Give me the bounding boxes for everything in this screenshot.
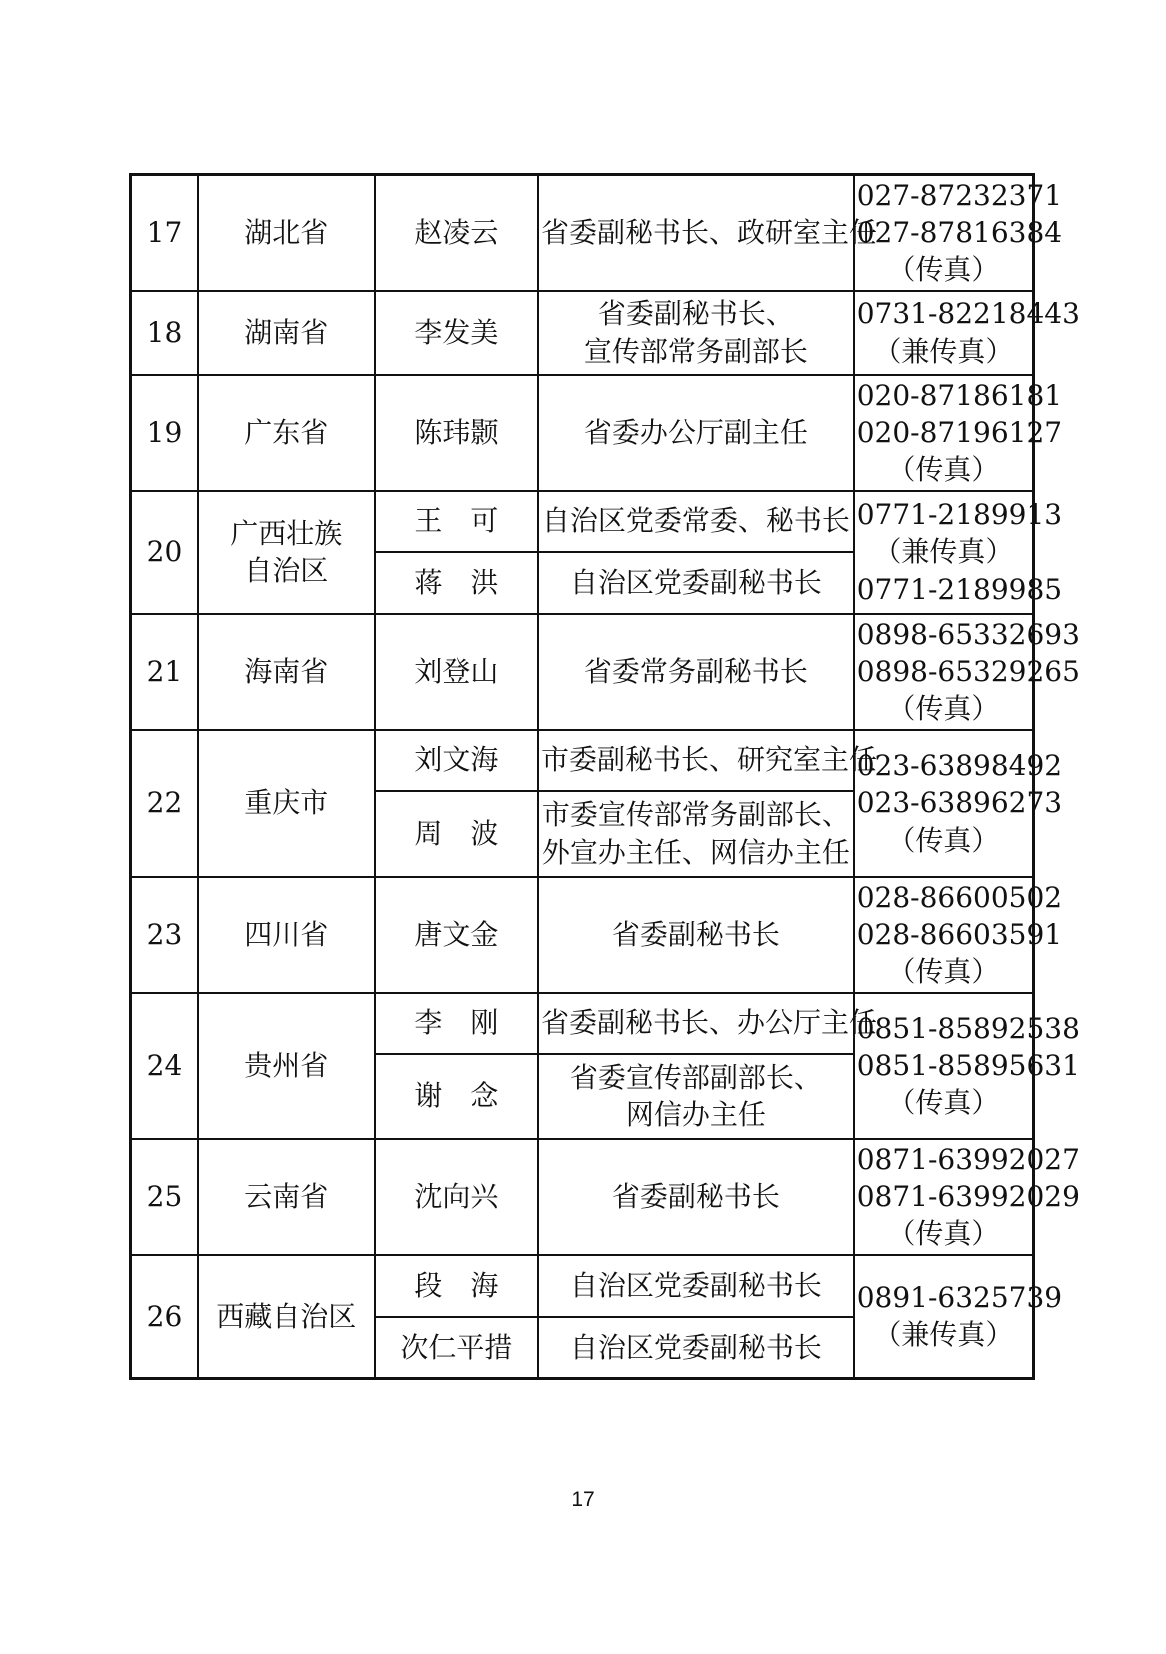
- row-number-cell: 17: [131, 175, 198, 291]
- official-name-cell: 刘登山: [375, 614, 538, 730]
- position-line: 省委副秘书长、办公厅主任: [541, 1006, 878, 1040]
- phone-line: （传真）: [887, 1086, 1000, 1120]
- position-cell: [538, 1317, 854, 1379]
- row-number-cell: 20: [131, 491, 198, 614]
- phone-cell: [854, 1255, 1063, 1379]
- phone-line: 027-87232371: [856, 178, 1063, 212]
- province-cell: [198, 730, 375, 877]
- position-line: 省委副秘书长: [611, 917, 780, 951]
- phone-line: 020-87186181: [856, 378, 1063, 412]
- row-number-cell: 22: [131, 730, 198, 877]
- phone-line: 0871-63992027: [856, 1142, 1080, 1176]
- official-name-cell: 沈向兴: [375, 1139, 538, 1255]
- table-row: [131, 614, 1034, 730]
- position-line: 省委副秘书长: [611, 1179, 780, 1213]
- position-cell: [538, 291, 854, 375]
- phone-line: （兼传真）: [873, 535, 1014, 569]
- phone-line: 028-86603591: [856, 917, 1063, 951]
- position-line: 自治区党委副秘书长: [569, 1330, 822, 1364]
- table-row: [131, 1255, 1034, 1317]
- phone-cell: [854, 614, 1080, 730]
- table-row: [131, 993, 1034, 1054]
- official-name-cell: 段 海: [375, 1255, 538, 1317]
- phone-cell: [854, 375, 1063, 491]
- province-cell: [198, 877, 375, 993]
- phone-line: （传真）: [887, 823, 1000, 857]
- position-line: 省委办公厅副主任: [583, 415, 808, 449]
- phone-line: 0771-2189985: [856, 572, 1063, 606]
- position-cell: [538, 375, 854, 491]
- row-number-cell: 25: [131, 1139, 198, 1255]
- position-line: 省委宣传部副部长、: [569, 1060, 822, 1094]
- position-line: 省委常务副秘书长: [583, 654, 808, 688]
- province-line: 重庆市: [244, 786, 329, 820]
- province-cell: [198, 614, 375, 730]
- table-row: [131, 491, 1034, 552]
- official-name-cell: 陈玮颢: [375, 375, 538, 491]
- table-row: [131, 375, 1034, 491]
- phone-cell: [854, 877, 1063, 993]
- position-line: 省委副秘书长、政研室主任: [541, 216, 878, 250]
- official-name-cell: 刘文海: [375, 730, 538, 791]
- phone-line: 0891-6325739: [856, 1281, 1063, 1315]
- province-line: 广西壮族: [230, 516, 343, 550]
- phone-line: 0771-2189913: [856, 498, 1063, 532]
- row-number-cell: 19: [131, 375, 198, 491]
- position-cell: [538, 1139, 854, 1255]
- province-cell: [198, 291, 375, 375]
- position-cell: [538, 1054, 854, 1139]
- row-number-cell: 18: [131, 291, 198, 375]
- province-cell: [198, 375, 375, 491]
- official-name-cell: 次仁平措: [375, 1317, 538, 1379]
- province-line: 广东省: [244, 415, 329, 449]
- province-line: 湖北省: [244, 216, 329, 250]
- position-cell: [538, 552, 854, 614]
- position-cell: [538, 1255, 854, 1317]
- phone-line: （传真）: [887, 692, 1000, 726]
- table-row: [131, 730, 1034, 791]
- phone-line: （传真）: [887, 1217, 1000, 1251]
- position-line: 省委副秘书长、: [597, 297, 794, 331]
- phone-line: 023-63898492: [856, 749, 1063, 783]
- phone-cell: [854, 175, 1063, 291]
- row-number-cell: 21: [131, 614, 198, 730]
- official-name-cell: 蒋 洪: [375, 552, 538, 614]
- phone-cell: [854, 1139, 1080, 1255]
- phone-cell: [854, 291, 1080, 375]
- province-line: 海南省: [244, 654, 329, 688]
- phone-line: （传真）: [887, 955, 1000, 989]
- position-line: 自治区党委常委、秘书长: [541, 504, 850, 538]
- province-line: 四川省: [244, 917, 329, 951]
- phone-line: 028-86600502: [856, 880, 1063, 914]
- phone-line: 020-87196127: [856, 415, 1063, 449]
- row-number-cell: 24: [131, 993, 198, 1139]
- phone-line: 023-63896273: [856, 786, 1063, 820]
- position-line: 宣传部常务副部长: [583, 334, 808, 368]
- official-name-cell: 李发美: [375, 291, 538, 375]
- position-cell: [538, 730, 878, 791]
- table-row: [131, 175, 1034, 291]
- province-cell: [198, 175, 375, 291]
- province-line: 云南省: [244, 1179, 329, 1213]
- phone-line: 0731-82218443: [856, 297, 1080, 331]
- contact-table-body: [131, 175, 1080, 1379]
- row-number-cell: 23: [131, 877, 198, 993]
- province-cell: [198, 993, 375, 1139]
- position-cell: [538, 791, 854, 877]
- phone-line: 0898-65332693: [856, 617, 1080, 651]
- position-cell: [538, 175, 878, 291]
- table-row: [131, 291, 1034, 375]
- phone-line: （兼传真）: [873, 334, 1014, 368]
- province-cell: [198, 491, 375, 614]
- table-row: [131, 1139, 1034, 1255]
- position-line: 外宣办主任、网信办主任: [541, 835, 850, 869]
- phone-cell: [854, 730, 1063, 877]
- phone-cell: [854, 993, 1080, 1139]
- phone-line: （兼传真）: [873, 1318, 1014, 1352]
- phone-cell: [854, 491, 1063, 614]
- page-number: 17: [571, 1488, 595, 1511]
- position-line: 市委宣传部常务副部长、: [541, 798, 850, 832]
- province-line: 西藏自治区: [216, 1299, 357, 1333]
- contact-table: [129, 173, 1080, 1380]
- phone-line: 0871-63992029: [856, 1179, 1080, 1213]
- row-number-cell: 26: [131, 1255, 198, 1379]
- position-line: 网信办主任: [625, 1098, 766, 1131]
- province-line: 湖南省: [244, 315, 329, 349]
- phone-line: 027-87816384: [856, 216, 1063, 250]
- position-line: 自治区党委副秘书长: [569, 1268, 822, 1302]
- official-name-cell: 赵凌云: [375, 175, 538, 291]
- phone-line: 0851-85895631: [856, 1048, 1080, 1082]
- official-name-cell: 周 波: [375, 791, 538, 877]
- contact-table-wrapper: [129, 173, 1080, 1380]
- province-cell: [198, 1255, 375, 1379]
- official-name-cell: 李 刚: [375, 993, 538, 1054]
- phone-line: （传真）: [887, 453, 1000, 487]
- phone-line: （传真）: [887, 253, 1000, 287]
- position-cell: [538, 491, 854, 552]
- position-cell: [538, 614, 854, 730]
- province-line: 贵州省: [244, 1048, 329, 1082]
- province-line: 自治区: [244, 554, 329, 587]
- province-cell: [198, 1139, 375, 1255]
- official-name-cell: 唐文金: [375, 877, 538, 993]
- phone-line: 0898-65329265: [856, 654, 1080, 688]
- phone-line: 0851-85892538: [856, 1011, 1080, 1045]
- position-cell: [538, 877, 854, 993]
- position-cell: [538, 993, 878, 1054]
- position-line: 市委副秘书长、研究室主任: [541, 743, 878, 777]
- official-name-cell: 谢 念: [375, 1054, 538, 1139]
- position-line: 自治区党委副秘书长: [569, 565, 822, 599]
- official-name-cell: 王 可: [375, 491, 538, 552]
- table-row: [131, 877, 1034, 993]
